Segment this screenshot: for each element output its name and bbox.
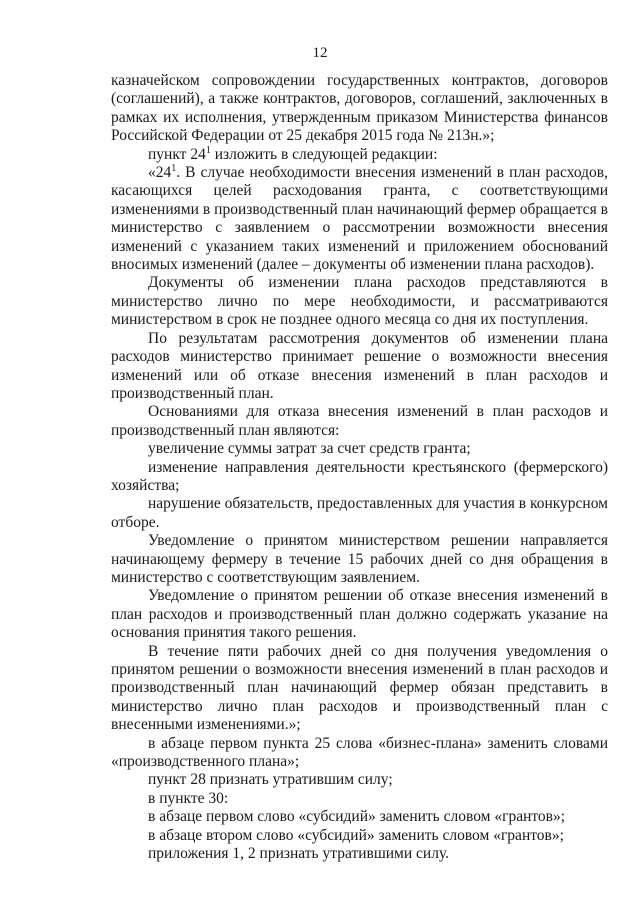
paragraph: приложения 1, 2 признать утратившими силу. <box>148 845 450 863</box>
text-run: пункт 24 <box>148 145 206 163</box>
superscript: 1 <box>171 162 177 174</box>
paragraph: Уведомление о принятом решении об отказе внесения изменений в план расходов и производственный план должно содержать указание на основания принятия такого решения. <box>111 587 608 642</box>
paragraph: изменение направления деятельности крестьянского (фермерского) хозяйства; <box>111 458 608 494</box>
paragraph: в абзаце первом слово «субсидий» заменить словом «грантов»; <box>148 808 566 826</box>
paragraph: Основаниями для отказа внесения изменений в план расходов и производственный план являются: <box>111 403 608 439</box>
paragraph <box>111 146 608 164</box>
paragraph: нарушение обязательств, предоставленных для участия в конкурсном отборе. <box>111 495 608 531</box>
text-run: изложить в следующей редакции: <box>210 145 438 163</box>
document-body <box>111 72 608 863</box>
paragraph: Уведомление о принятом министерством решении направляется начинающему фермеру в течение 15 рабочих дней со дня обращения в министерство с соответствующим заявлением. <box>111 532 608 586</box>
paragraph: пункт 28 признать утратившим силу; <box>148 771 393 789</box>
paragraph: Документы об изменении плана расходов представляются в министерство лично по мере необходимости, и рассматриваются министерством в срок не позднее одного месяца со дня их поступления. <box>111 274 608 329</box>
paragraph: в пункте 30: <box>148 789 229 807</box>
paragraph: в абзаце первом пункта 25 слова «бизнес-плана» заменить словами «производственного плана»; <box>111 734 608 771</box>
paragraph <box>111 164 608 274</box>
paragraph: казначейском сопровождении государственных контрактов, договоров (соглашений), а также контрактов, договоров, соглашений, заключенных в рамках их исполнения, утвержденным приказом Министерства финансов Российской Федерации от 25 декабря 2015 года № 213н.»; <box>111 72 608 145</box>
paragraph: в абзаце втором слово «субсидий» заменить словом «грантов»; <box>148 826 564 844</box>
text-run: . В случае необходимости внесения изменений в план расходов, касающихся целей расходования гранта, с соответствующими изменениями в производственный план начинающий фермер обращается в министерство с заявлением о рассмотрении возможности внесения изменений с указанием таких изменений и приложением обоснований вносимых изменений (далее – документы об изменении плана расходов). <box>111 164 608 274</box>
page-number: 12 <box>312 45 328 61</box>
superscript: 1 <box>205 144 211 156</box>
paragraph: В течение пяти рабочих дней со дня получения уведомления о принятом решении о возможности внесения изменений в план расходов и производственный план начинающий фермер обязан представить в министерство лично план расходов и производственный план с внесенными изменениями.»; <box>111 642 608 734</box>
paragraph: По результатам рассмотрения документов об изменении плана расходов министерство принимает решение о возможности внесения изменений или об отказе внесения изменений в план расходов и производственный план. <box>111 329 608 402</box>
text-run: «24 <box>148 164 172 182</box>
paragraph: увеличение суммы затрат за счет средств гранта; <box>148 440 471 458</box>
